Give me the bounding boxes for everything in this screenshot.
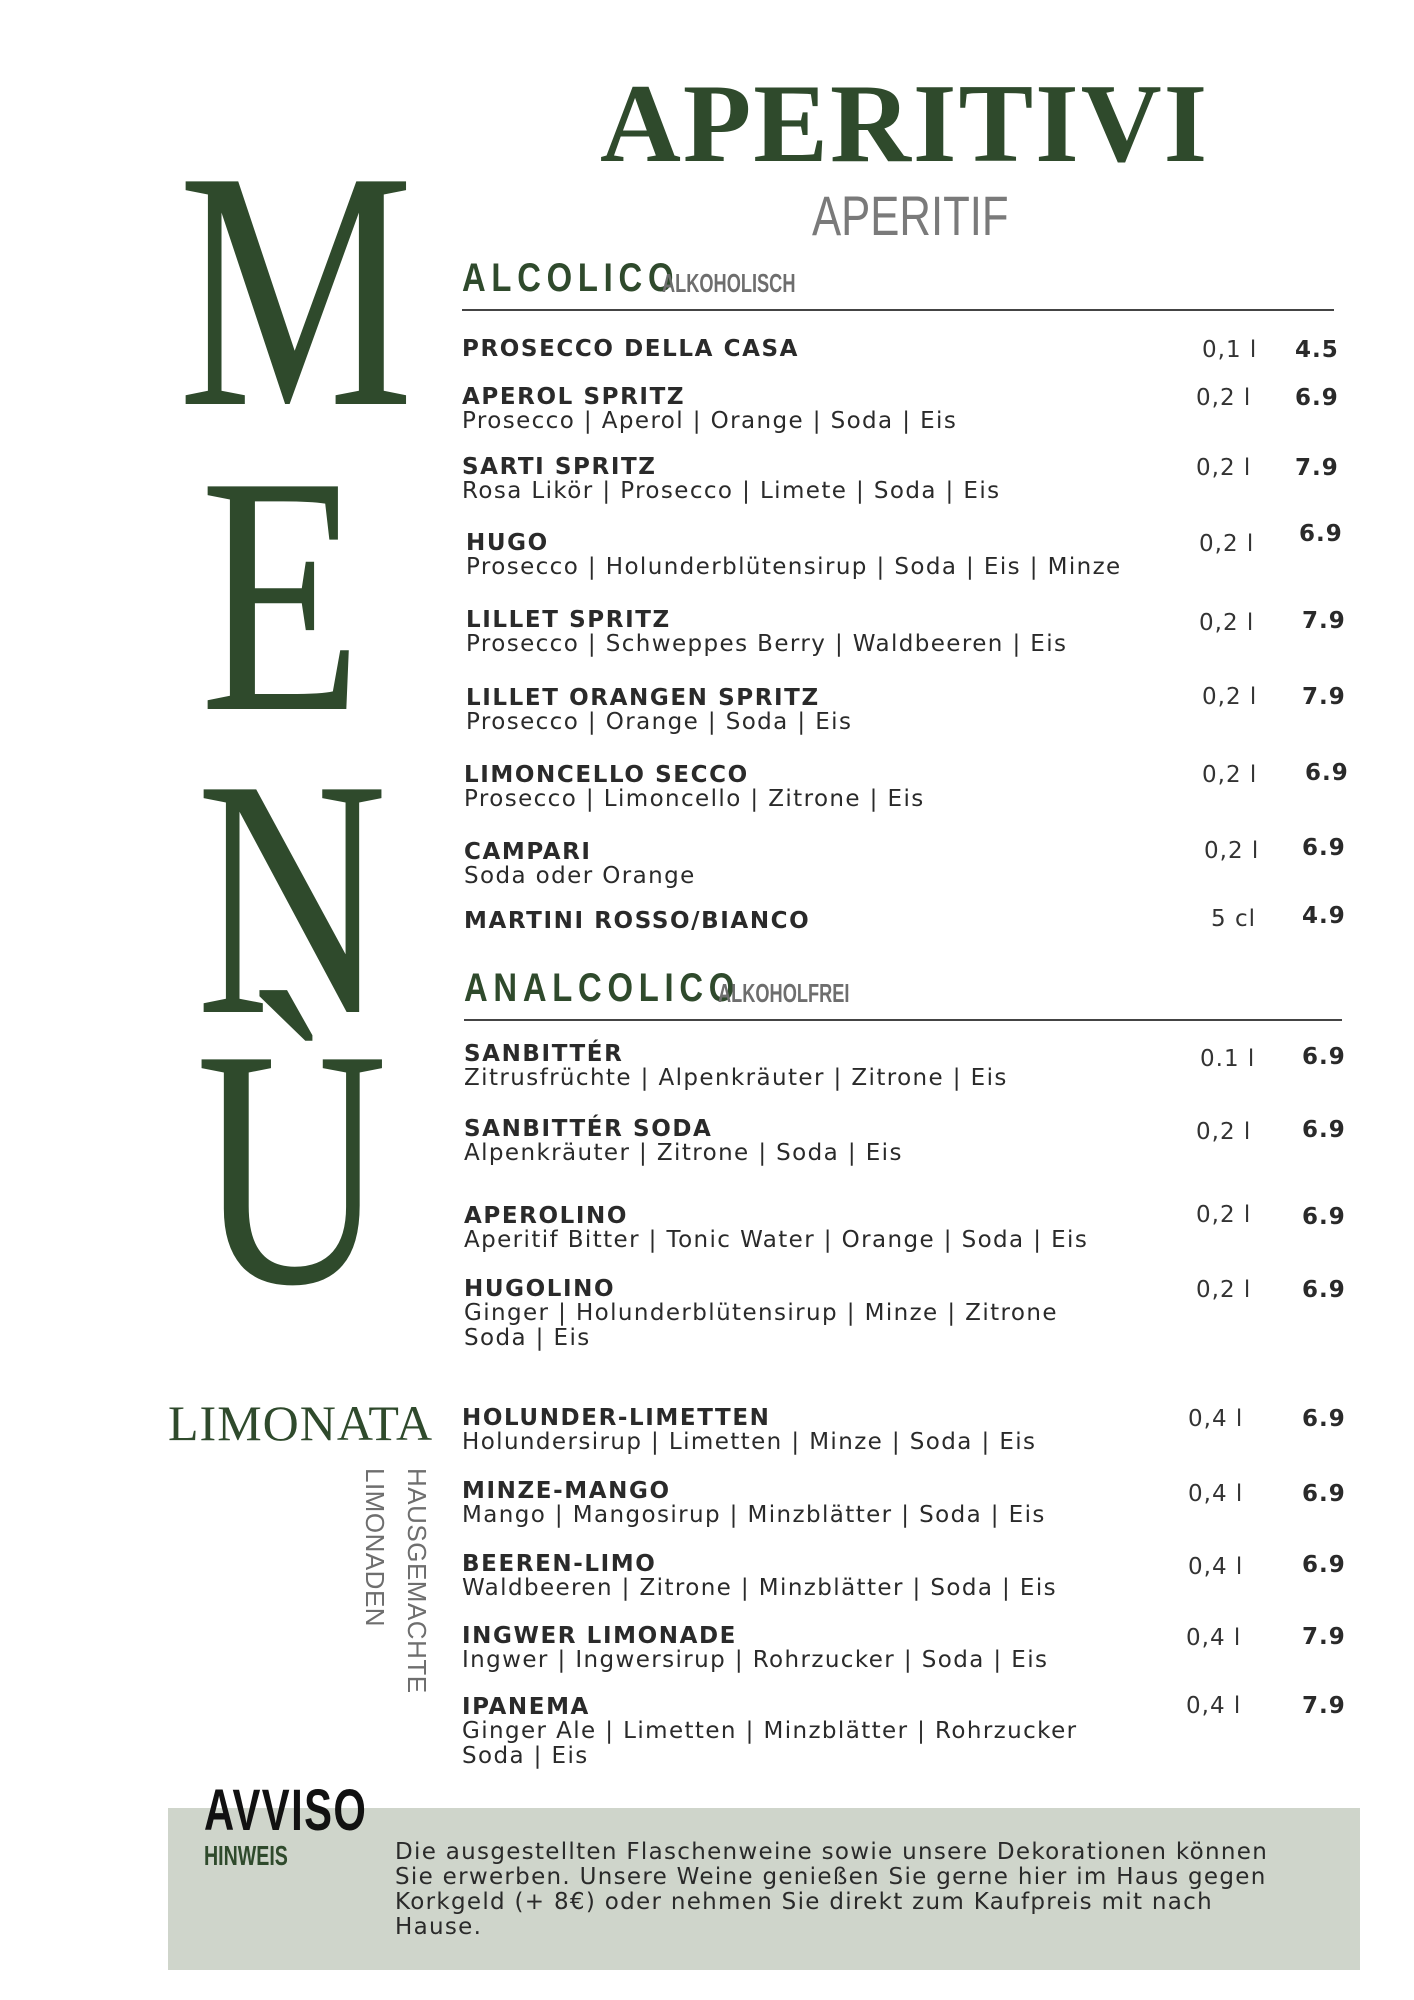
item-name: SANBITTÉR SODA: [464, 1116, 713, 1142]
section-divider: [462, 309, 1334, 311]
item-price: 6.9: [1302, 835, 1346, 861]
item-price: 6.9: [1305, 760, 1349, 786]
item-description: Waldbeeren | Zitrone | Minzblätter | Soda | Eis: [462, 1575, 1058, 1601]
menu-letter-m: M: [178, 101, 414, 478]
limonata-vertical-hausgemachte: HAUSGEMACHTE: [402, 1468, 432, 1694]
section-subtitle: ALKOHOLFREI: [718, 978, 850, 1008]
item-volume: 0,2 l: [1196, 1277, 1252, 1303]
item-volume: 0,2 l: [1196, 385, 1252, 411]
item-volume: 0,4 l: [1188, 1406, 1244, 1432]
item-price: 6.9: [1302, 1117, 1346, 1143]
item-volume: 0,2 l: [1196, 1202, 1252, 1228]
menu-letter-n: N: [196, 709, 388, 1086]
item-volume: 0,2 l: [1204, 838, 1260, 864]
item-description: Ingwer | Ingwersirup | Rohrzucker | Soda | Eis: [462, 1647, 1049, 1673]
item-price: 4.9: [1302, 903, 1346, 929]
item-description: Zitrusfrüchte | Alpenkräuter | Zitrone | Eis: [464, 1065, 1008, 1091]
notice-text: Die ausgestellten Flaschenweine sowie unsere Dekorationen können Sie erwerben. Unsere Weine genießen Sie gerne hier im Haus gegen Korkgeld (+ 8€) oder nehmen Sie direkt zum Kaufpreis mit nach Hause.: [395, 1839, 1269, 1940]
item-price: 4.5: [1295, 337, 1339, 363]
page-title: APERITIVI: [600, 62, 1210, 186]
item-description: Prosecco | Limoncello | Zitrone | Eis: [464, 786, 925, 812]
item-description: Alpenkräuter | Zitrone | Soda | Eis: [464, 1140, 903, 1166]
item-volume: 0.1 l: [1200, 1046, 1256, 1072]
item-description: Prosecco | Holunderblütensirup | Soda | Eis | Minze: [466, 554, 1122, 580]
item-price: 6.9: [1302, 1277, 1346, 1303]
item-volume: 0,2 l: [1202, 684, 1258, 710]
item-price: 7.9: [1302, 608, 1346, 634]
item-description: Aperitif Bitter | Tonic Water | Orange | Soda | Eis: [464, 1227, 1089, 1253]
menu-letter-e: E: [200, 406, 362, 783]
item-description: Prosecco | Orange | Soda | Eis: [466, 709, 853, 735]
item-price: 7.9: [1302, 1693, 1346, 1719]
item-volume: 0,4 l: [1188, 1554, 1244, 1580]
item-name: IPANEMA: [462, 1694, 590, 1720]
item-price: 6.9: [1302, 1204, 1346, 1230]
item-volume: 5 cl: [1211, 906, 1256, 932]
item-volume: 0,4 l: [1186, 1693, 1242, 1719]
item-volume: 0,2 l: [1196, 455, 1252, 481]
item-price: 6.9: [1302, 1044, 1346, 1070]
item-name: HUGOLINO: [464, 1276, 616, 1302]
section-title: ALCOLICO: [462, 256, 680, 300]
item-name: SARTI SPRITZ: [462, 454, 657, 480]
item-volume: 0,4 l: [1186, 1625, 1242, 1651]
item-volume: 0,2 l: [1199, 531, 1255, 557]
item-name: SANBITTÉR: [464, 1041, 624, 1067]
notice-subtitle: HINWEIS: [204, 1840, 288, 1871]
item-name: LILLET ORANGEN SPRITZ: [466, 685, 820, 711]
item-description: Rosa Likör | Prosecco | Limete | Soda | Eis: [462, 478, 1001, 504]
section-alcolico-header: [462, 256, 796, 300]
item-name: APEROL SPRITZ: [462, 384, 686, 410]
item-volume: 0,2 l: [1196, 1119, 1252, 1145]
item-name: LILLET SPRITZ: [466, 607, 671, 633]
item-volume: 0,4 l: [1188, 1481, 1244, 1507]
menu-letter-u-grave: Ù: [196, 979, 388, 1356]
item-name: HUGO: [466, 530, 549, 556]
item-name: HOLUNDER-LIMETTEN: [462, 1405, 771, 1431]
item-price: 7.9: [1302, 1624, 1346, 1650]
item-description: Holundersirup | Limetten | Minze | Soda | Eis: [462, 1429, 1037, 1455]
item-price: 6.9: [1302, 1481, 1346, 1507]
item-price: 6.9: [1299, 521, 1343, 547]
item-description: Ginger Ale | Limetten | Minzblätter | Rohrzucker Soda | Eis: [462, 1718, 1078, 1769]
page-subtitle: APERITIF: [812, 184, 1009, 247]
item-price: 6.9: [1295, 385, 1339, 411]
section-analcolico-header: [464, 966, 850, 1010]
item-name: PROSECCO DELLA CASA: [462, 336, 800, 362]
item-name: LIMONCELLO SECCO: [464, 762, 749, 788]
section-subtitle: ALKOHOLISCH: [662, 268, 796, 298]
item-name: MARTINI ROSSO/BIANCO: [464, 908, 811, 934]
item-price: 6.9: [1302, 1406, 1346, 1432]
item-name: BEEREN-LIMO: [462, 1551, 657, 1577]
item-description: Mango | Mangosirup | Minzblätter | Soda | Eis: [462, 1502, 1046, 1528]
notice-title: AVVISO: [204, 1778, 368, 1843]
item-price: 6.9: [1302, 1552, 1346, 1578]
item-name: APEROLINO: [464, 1203, 629, 1229]
item-name: MINZE-MANGO: [462, 1478, 671, 1504]
item-volume: 0,2 l: [1199, 610, 1255, 636]
item-price: 7.9: [1302, 684, 1346, 710]
item-name: CAMPARI: [464, 839, 592, 865]
item-price: 7.9: [1295, 455, 1339, 481]
item-description: Prosecco | Aperol | Orange | Soda | Eis: [462, 408, 958, 434]
item-volume: 0,2 l: [1202, 762, 1258, 788]
item-name: INGWER LIMONADE: [462, 1623, 737, 1649]
item-description: Prosecco | Schweppes Berry | Waldbeeren | Eis: [466, 631, 1068, 657]
item-description: Ginger | Holunderblütensirup | Minze | Zitrone Soda | Eis: [464, 1300, 1058, 1351]
section-divider: [464, 1019, 1342, 1021]
limonata-vertical-limonaden: LIMONADEN: [360, 1468, 390, 1628]
section-title: ANALCOLICO: [464, 966, 741, 1010]
limonata-title: LIMONATA: [168, 1395, 434, 1451]
item-description: Soda oder Orange: [464, 863, 696, 889]
item-volume: 0,1 l: [1202, 337, 1258, 363]
